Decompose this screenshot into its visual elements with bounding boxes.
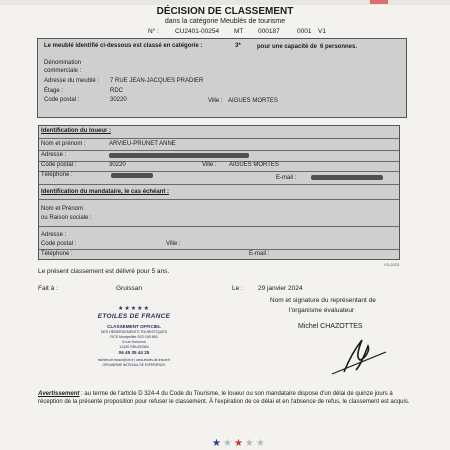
signature-caption-2: l'organisme évaluateur	[289, 307, 355, 314]
capacity-prefix: pour une capacité de	[257, 44, 318, 50]
star-icon: ★	[233, 438, 245, 449]
redacted-phone	[111, 173, 153, 178]
signer-name: Michel CHAZOTTES	[298, 323, 363, 330]
validity-text: Le présent classement est délivré pour 5 ans.	[38, 268, 170, 275]
city-label: Ville :	[208, 98, 223, 104]
divider	[39, 138, 399, 139]
postal-value: 30220	[110, 97, 127, 103]
mandataire-city-label: Ville :	[166, 241, 181, 247]
header-logo-mark	[370, 0, 388, 4]
mandataire-raison-label: ou Raison sociale :	[41, 215, 92, 221]
loueur-postal-label: Code postal :	[41, 162, 77, 168]
done-at-label: Fait à :	[38, 285, 58, 292]
form-version: V3-2023	[384, 262, 400, 267]
stamp-name: ETOILES DE FRANCE	[97, 313, 171, 320]
divider	[39, 226, 399, 227]
reference-type: MT	[234, 28, 244, 35]
document-title: DÉCISION DE CLASSEMENT	[156, 6, 294, 17]
stamp-line-2: DES HÉBERGEMENTS TOURISTIQUES	[100, 330, 168, 334]
reference-label: N° :	[148, 28, 159, 35]
loueur-address-label: Adresse :	[41, 152, 67, 158]
mandataire-email-label: E-mail :	[249, 251, 270, 257]
stamp-line-3: RCS Montpellier 523 195 865	[110, 335, 158, 339]
star-icon: ★	[222, 438, 234, 449]
mandataire-address-label: Adresse :	[41, 232, 67, 238]
divider	[39, 150, 399, 151]
classement-box	[37, 38, 407, 118]
classement-intro: Le meublé identifié ci-dessous est classé en catégorie :	[44, 43, 203, 49]
stamp-phone: 06 45 35 44 25	[118, 350, 150, 355]
company-stamp	[84, 305, 184, 375]
loueur-phone-label: Téléphone :	[41, 172, 73, 178]
handwritten-signature	[330, 336, 390, 376]
warning-paragraph	[38, 390, 414, 407]
done-at-place: Gruissan	[116, 285, 143, 292]
divider	[39, 249, 399, 250]
capacity-value: 6 personnes.	[320, 44, 358, 50]
stamp-footer: ORGANISME NATIONAL DE EXPERIENCE	[102, 363, 166, 367]
loueur-postal-value: 30220	[109, 162, 126, 168]
floor-label: Étage :	[44, 88, 64, 94]
mandataire-phone-label: Téléphone :	[41, 251, 73, 257]
loueur-city-value: AIGUES MORTES	[229, 162, 279, 168]
loueur-city-label: Ville :	[202, 162, 217, 168]
stamp-line-1: CLASSEMENT OFFICIEL	[107, 324, 161, 329]
city-value: AIGUES MORTES	[228, 98, 278, 104]
mandataire-heading: Identification du mandataire, le cas échéant :	[41, 189, 170, 195]
redacted-address	[109, 153, 249, 158]
loueur-name-value: ARVIEU-PRUNET ANNE	[109, 141, 176, 147]
classement-category: 3*	[235, 43, 241, 49]
star-icon: ★	[212, 438, 223, 449]
loueur-email-label: E-mail :	[276, 175, 297, 181]
identification-box	[38, 125, 400, 260]
stamp-web: michele.de.france@orb.fr | www.etoiles-de-france.fr	[97, 358, 171, 362]
floor-value: RDC	[110, 88, 123, 94]
address-label: Adresse du meublé :	[44, 78, 100, 84]
star-icon: ★	[244, 438, 256, 449]
divider	[39, 171, 399, 172]
redacted-email	[311, 175, 383, 180]
reference-code: 000187	[258, 28, 280, 35]
warning-title: Avertissement	[38, 391, 80, 397]
divider	[39, 161, 399, 162]
reference-seq: 0001	[297, 28, 312, 35]
date-value: 29 janvier 2024	[258, 285, 303, 292]
address-value: 7 RUE JEAN-JACQUES PRADIER	[110, 78, 204, 84]
commerciale-label: commerciale :	[44, 68, 82, 74]
divider	[39, 184, 399, 185]
mandataire-postal-label: Code postal :	[41, 241, 77, 247]
reference-version: V1	[318, 28, 326, 35]
signature-caption-1: Nom et signature du représentant de	[270, 297, 376, 304]
loueur-name-label: Nom et prénom :	[41, 141, 86, 147]
denomination-label: Dénomination	[44, 60, 82, 66]
stamp-line-4: 8 rue Horizons	[122, 340, 146, 344]
stamp-stars: ★★★★★	[118, 306, 150, 312]
star-icon: ★	[255, 438, 267, 449]
stamp-line-5: 11430 GRUISSAN	[119, 345, 149, 349]
document-subtitle: dans la catégorie Meublés de tourisme	[164, 18, 286, 25]
warning-text: : au terme de l'article D 324-4 du Code du Tourisme, le loueur ou son mandataire dispose d'un délai de quinze jours à réception de la présente proposition pour refuser le classement. À l'expiration de ce délai et en l'absence de refus, le classement est acquis.	[38, 391, 410, 406]
postal-label: Code postal :	[44, 97, 80, 103]
loueur-heading: Identification du loueur :	[41, 128, 111, 134]
mandataire-name-label: Nom et Prénom	[41, 206, 84, 212]
date-label: Le :	[232, 285, 243, 292]
reference-number: CU2401-00254	[175, 28, 220, 35]
bottom-stars	[212, 438, 267, 449]
divider	[39, 199, 399, 200]
